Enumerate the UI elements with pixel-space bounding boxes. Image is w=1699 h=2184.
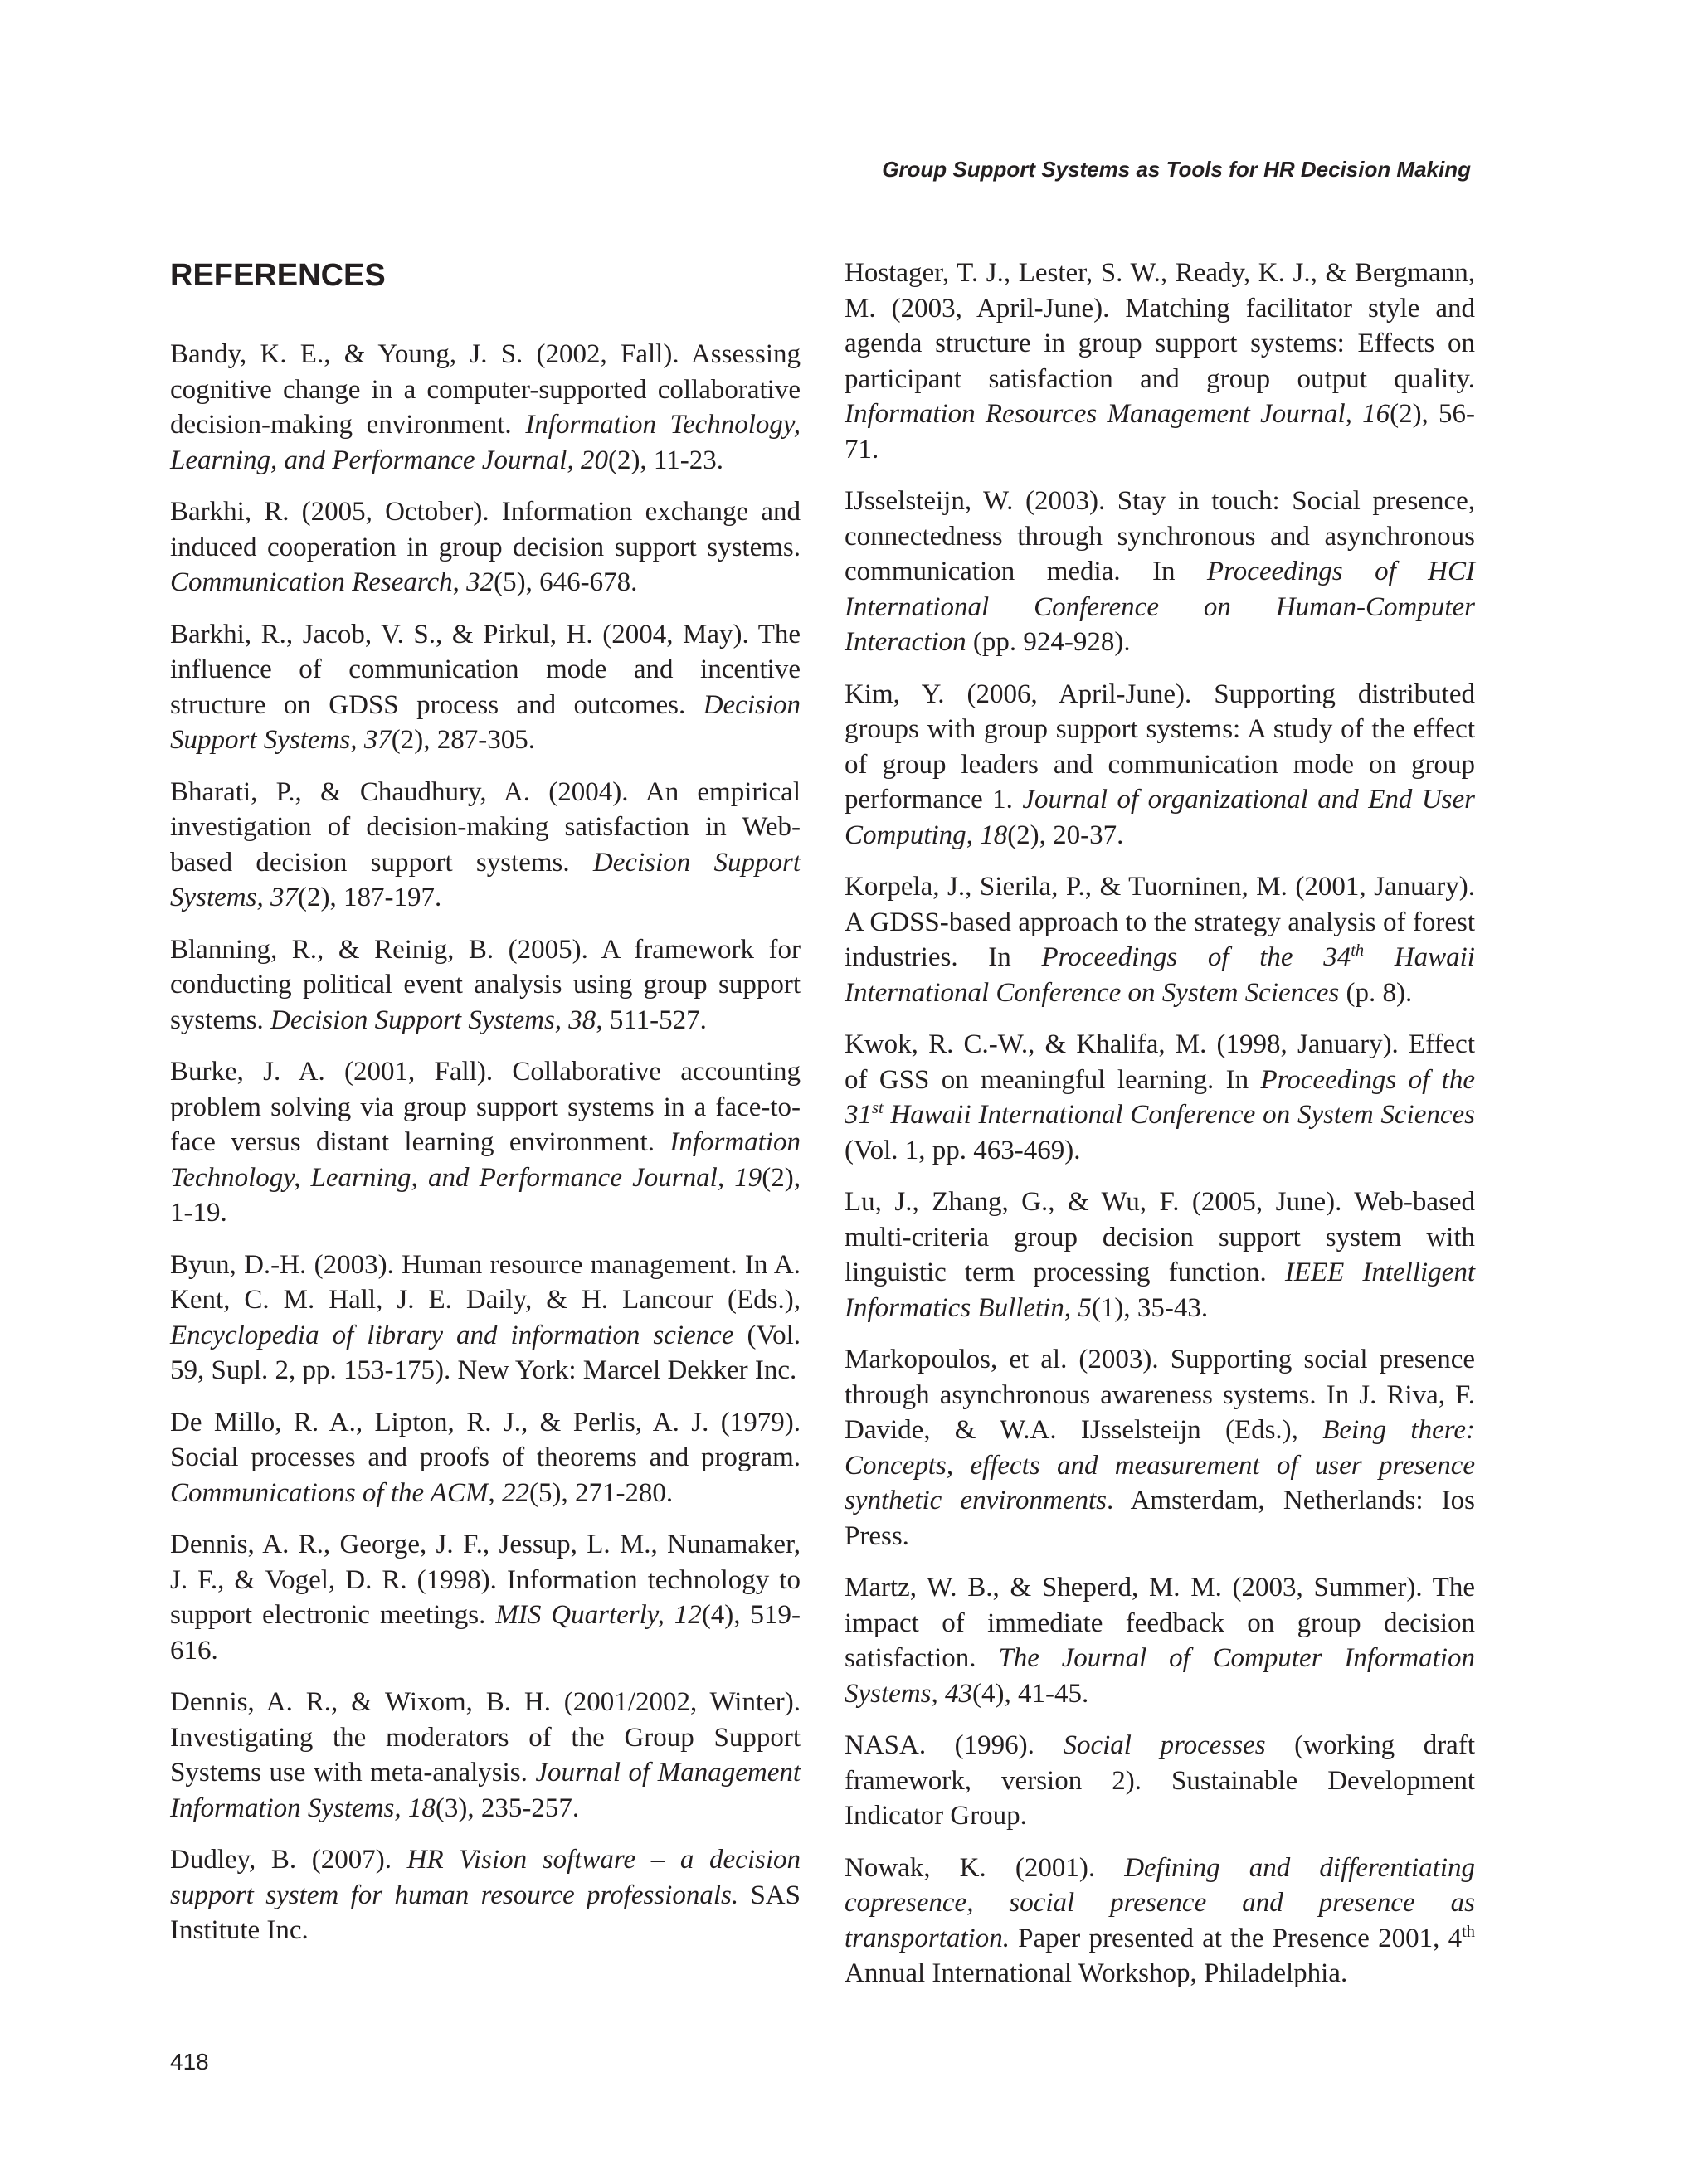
reference-text: , [488,1477,502,1508]
reference-text: (working draft framework, version 2). Sustainable Development Indicator Group. [845,1730,1475,1831]
reference-text: NASA. (1996). [845,1730,1064,1760]
reference-text: 5 [1078,1292,1092,1323]
reference-text: Blanning, R., & Reinig, B. (2005). A framework for conducting political event analysis using group support systems. [170,934,801,1035]
reference-text: Paper presented at the Presence 2001, 4 [1009,1923,1463,1953]
reference-text: . Amsterdam, Netherlands: Ios Press. [845,1486,1475,1551]
reference-text: Being there: Concepts, effects and measurement of user presence synthetic environments [845,1415,1475,1515]
reference-text: 32 [466,567,494,597]
reference-entry [170,617,801,758]
page-number: 418 [170,2049,209,2075]
reference-text: MIS Quarterly, 12 [495,1600,702,1630]
reference-text: Encyclopedia of library and information science [170,1320,734,1350]
reference-text: Defining and differentiating copresence, social presence and presence as transportation. [845,1852,1475,1953]
left-column [170,249,801,1965]
reference-text: th [1462,1922,1475,1941]
reference-entry [170,1054,801,1231]
right-column [845,255,1475,2008]
reference-text: Kwok, R. C.-W., & Khalifa, M. (1998, January). Effect of GSS on meaningful learning. In [845,1029,1475,1095]
reference-entry [845,869,1475,1010]
reference-text: Burke, J. A. (2001, Fall). Collaborative accounting problem solving via group support systems in a face-to-face versus distant learning environment. [170,1057,801,1157]
reference-text: st [872,1099,884,1117]
reference-entry [170,1527,801,1668]
reference-text: De Millo, R. A., Lipton, R. J., & Perlis, A. J. (1979). Social processes and proofs of theorems and program. [170,1407,801,1472]
reference-entry [170,494,801,601]
reference-text: Annual International Workshop, Philadelphia. [845,1958,1348,1988]
reference-text: Communications of the ACM [170,1477,489,1508]
reference-text: Byun, D.-H. (2003). Human resource management. In A. Kent, C. M. Hall, J. E. Daily, & H. Lancour (Eds.), [170,1249,801,1315]
reference-entry [845,677,1475,854]
reference-text: (2), 187-197. [297,883,442,912]
reference-text: Decision Support Systems, 37 [170,689,801,755]
reference-text: Dennis, A. R., George, J. F., Jessup, L. M., Nunamaker, J. F., & Vogel, D. R. (1998). Information technology to support electronic meetings. [170,1530,801,1630]
reference-text: Social processes [1063,1730,1266,1760]
reference-text: Korpela, J., Sierila, P., & Tuorninen, M. (2001, January). A GDSS-based approach to the strategy analysis of forest industries. In [845,872,1475,972]
reference-text: Kim, Y. (2006, April-June). Supporting distributed groups with group support systems: A study of the effect of group leaders and communication mode on group performance 1. [845,679,1475,815]
reference-text: Lu, J., Zhang, G., & Wu, F. (2005, June). Web-based multi-criteria group decision support system with linguistic term processing function. [845,1187,1475,1287]
reference-text: (4), 41-45. [971,1678,1089,1709]
reference-text: Hawaii International Conference on System Sciences [845,942,1475,1008]
reference-text: Barkhi, R., Jacob, V. S., & Pirkul, H. (2004, May). The influence of communication mode and incentive structure on GDSS process and outcomes. [170,619,801,720]
reference-text: Decision Support Systems, 37 [170,847,801,912]
reference-text: , [966,820,981,850]
reference-entry [845,1342,1475,1554]
reference-text: IEEE Intelligent Informatics Bulletin [845,1257,1475,1323]
reference-entry [170,932,801,1038]
reference-text: Decision Support Systems, 38 [270,1004,596,1035]
reference-text: (3), 235-257. [435,1792,580,1823]
reference-entry [845,484,1475,660]
reference-text: Nowak, K. (2001). [845,1852,1125,1883]
reference-text: Markopoulos, et al. (2003). Supporting social presence through asynchronous awareness systems. In J. Riva, F. Davide, & W.A. IJsselsteijn (Eds.), [845,1345,1475,1445]
reference-entry [170,1248,801,1389]
reference-entry [845,1851,1475,1992]
reference-list-left [170,337,801,1948]
section-heading: REFERENCES [170,258,386,293]
reference-text: (p. 8). [1339,977,1413,1008]
reference-list-right [845,255,1475,1992]
reference-text: (5), 646-678. [494,567,638,597]
reference-text: (4), 519-616. [170,1600,801,1666]
reference-text: (5), 271-280. [528,1477,674,1508]
reference-text: IJsselsteijn, W. (2003). Stay in touch: Social presence, connectedness through synchronous and asynchronous communication media. In [845,486,1475,586]
reference-text: (Vol. 59, Supl. 2, pp. 153-175). New York: Marcel Dekker Inc. [170,1320,801,1385]
reference-text: Communication Research [170,567,453,597]
reference-entry [845,1027,1475,1168]
running-head: Group Support Systems as Tools for HR Decision Making [882,157,1471,182]
reference-text: (2), 20-37. [1007,820,1124,850]
reference-text: SAS Institute Inc. [170,1880,801,1945]
reference-text: Hawaii International Conference on System Sciences [883,1100,1475,1130]
reference-text: 22 [501,1477,529,1508]
reference-text: (2), 1-19. [170,1162,801,1228]
reference-text: The Journal of Computer Information Systems, 43 [845,1643,1476,1709]
reference-text: , 511-527. [596,1004,707,1035]
reference-text: (2), 287-305. [391,725,535,755]
reference-entry [170,337,801,478]
reference-entry [170,1685,801,1826]
reference-text: (1), 35-43. [1091,1292,1209,1323]
reference-text: Dudley, B. (2007). [170,1845,407,1875]
reference-text: Bharati, P., & Chaudhury, A. (2004). An empirical investigation of decision-making satisfaction in Web-based decision support systems. [170,776,801,878]
reference-text: Journal of organizational and End User Computing [845,785,1475,850]
reference-text: Dennis, A. R., & Wixom, B. H. (2001/2002, Winter). Investigating the moderators of the Group Support Systems use with meta-analysis. [170,1687,801,1788]
reference-text: Information Technology, Learning, and Performance Journal, 20 [170,410,801,475]
reference-text: th [1351,941,1365,960]
reference-text: (Vol. 1, pp. 463-469). [845,1135,1081,1165]
reference-text: Proceedings of the 34 [1041,942,1351,972]
reference-text: (2), 56-71. [845,399,1475,465]
reference-text: (2), 11-23. [607,445,723,475]
reference-text: HR Vision software – a decision support system for human resource professionals. [170,1845,801,1910]
reference-text: Bandy, K. E., & Young, J. S. (2002, Fall). Assessing cognitive change in a computer-supported collaborative decision-making environment. [170,339,801,440]
reference-entry [845,255,1475,467]
reference-text: (pp. 924-928). [966,627,1131,657]
reference-text: Information Resources Management Journal, 16 [845,399,1390,429]
reference-text: , [1064,1292,1078,1323]
reference-entry [845,1184,1475,1325]
reference-text: Proceedings of the 31 [845,1064,1475,1130]
reference-entry [170,775,801,916]
reference-text: Information Technology, Learning, and Performance Journal, 19 [170,1127,801,1193]
reference-entry [170,1842,801,1948]
reference-text: Proceedings of HCI International Conference on Human-Computer Interaction [845,557,1475,657]
reference-entry [845,1728,1475,1834]
reference-entry [845,1570,1475,1711]
reference-text: 18 [980,820,1008,850]
reference-text: , [452,567,467,597]
reference-text: Martz, W. B., & Sheperd, M. M. (2003, Summer). The impact of immediate feedback on group decision satisfaction. [845,1573,1475,1673]
reference-text: Journal of Management Information Systems, 18 [170,1758,801,1823]
reference-text: Hostager, T. J., Lester, S. W., Ready, K. J., & Bergmann, M. (2003, April-June). Matching facilitator style and agenda structure in group support systems: Effects on participant satisfaction and group output quality. [845,258,1475,394]
reference-text: Barkhi, R. (2005, October). Information exchange and induced cooperation in group decision support systems. [170,497,801,562]
reference-entry [170,1405,801,1511]
